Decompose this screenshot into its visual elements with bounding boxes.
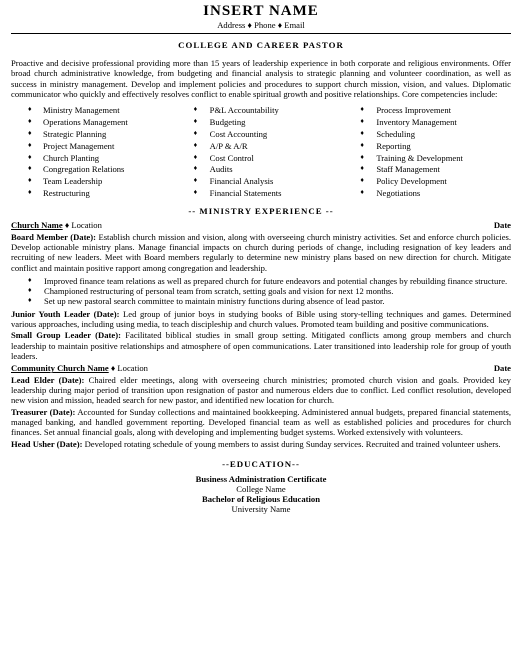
- employer-header: [11, 220, 511, 230]
- employer-date: Date: [493, 220, 511, 231]
- competency-item: ♦ Team Leadership: [11, 176, 178, 188]
- competency-item: ♦ Budgeting: [178, 117, 345, 129]
- education-list: [11, 475, 511, 515]
- role-title: Treasurer (Date):: [11, 406, 76, 417]
- competency-item: ♦ Reporting: [344, 141, 511, 153]
- competency-item: ♦ Congregation Relations: [11, 164, 178, 176]
- competency-column: [344, 105, 511, 199]
- job-title: COLLEGE AND CAREER PASTOR: [178, 39, 344, 50]
- school-name: University Name: [231, 504, 291, 515]
- competency-item: ♦ Training & Development: [344, 153, 511, 165]
- role-entry: [11, 330, 511, 361]
- role-title: Junior Youth Leader (Date):: [11, 308, 120, 319]
- role-title: Board Member (Date):: [11, 231, 96, 242]
- competency-item: ♦ Inventory Management: [344, 117, 511, 129]
- competency-item: ♦ Operations Management: [11, 117, 178, 129]
- achievement-item: ♦ Championed restructuring of personal team from scratch, setting goals and vision for next 12 months.: [28, 286, 511, 296]
- summary-paragraph: Proactive and decisive professional providing more than 15 years of leadership experience in both corporate and religious environments. Offer broad church administrative knowledge, from budgeting and financial analysis to strategic planning and volunteer coordination, as well as success in ministry management. Develop and implement policies and procedures to support church mission, vision, and values. Diplomatic communicator who quickly and effectively resolves conflict to enable spiritual growth and positive relationships. Core competencies include:: [11, 58, 511, 100]
- competency-column: [178, 105, 345, 199]
- education-heading: --EDUCATION--: [222, 458, 300, 469]
- role-description: Facilitated biblical studies in small group setting. Mitigated conflicts among group members and church leadership to maintain positive relationships and atmosphere of open communications. Later transitioned into leadership role for group of youth leaders.: [11, 330, 511, 362]
- role-entry: [11, 375, 511, 406]
- role-description: Accounted for Sunday collections and maintained bookkeeping. Administered annual budgets, prepared financial statements, managed banking, and handled government reporting. Developed financial team as well as established policies and procedures for church finances. Set annual financial goals, along with developing and implementing budget systems. Worked extensively with volunteers.: [11, 406, 511, 438]
- role-entry: [11, 407, 511, 438]
- contact-line: Address ♦ Phone ♦ Email: [217, 20, 305, 31]
- competency-item: ♦ P&L Accountability: [178, 105, 345, 117]
- employer-name: Church Name: [11, 220, 63, 231]
- role-title: Small Group Leader (Date):: [11, 330, 121, 341]
- experience-heading: -- MINISTRY EXPERIENCE --: [188, 205, 334, 216]
- role-title: Head Usher (Date):: [11, 438, 83, 449]
- competency-item: ♦ Negotiations: [344, 188, 511, 200]
- competencies-list: [11, 105, 511, 199]
- competency-item: ♦ Ministry Management: [11, 105, 178, 117]
- competency-item: ♦ Financial Statements: [178, 188, 345, 200]
- competency-item: ♦ Financial Analysis: [178, 176, 345, 188]
- competency-item: ♦ Restructuring: [11, 188, 178, 200]
- role-description: Led group of junior boys in studying books of Bible using story-telling techniques and games. Determined various approaches, including using media, to teach discipleship and church values. Promoted team building and positive communications.: [11, 308, 511, 330]
- competency-item: ♦ Strategic Planning: [11, 129, 178, 141]
- employer-location: ♦ Location: [110, 363, 148, 374]
- candidate-name: INSERT NAME: [203, 3, 319, 19]
- competency-item: ♦ Policy Development: [344, 176, 511, 188]
- role-description: Developed rotating schedule of young members to assist during Sunday services. Recruited and trained volunteer ushers.: [82, 438, 501, 449]
- competency-item: ♦ Church Planting: [11, 153, 178, 165]
- competency-item: ♦ Project Management: [11, 141, 178, 153]
- role-description: Chaired elder meetings, along with overseeing church ministries; promoted church vision and goals. Provided key leadership during major period of transition upon resignation of pastor and numerous elders due to conflict. Led conflict resolution, developed new vision and mission, headed search for new pastor, and identified new location for church.: [11, 374, 511, 406]
- competency-item: ♦ Staff Management: [344, 164, 511, 176]
- achievement-item: ♦ Improved finance team relations as well as prepared church for future endeavors and potential changes by rebuilding finance structure.: [28, 276, 511, 286]
- competency-item: ♦ Scheduling: [344, 129, 511, 141]
- competency-item: ♦ Cost Control: [178, 153, 345, 165]
- header-divider: [11, 33, 511, 34]
- employer-location: ♦ Location: [64, 220, 102, 231]
- employer-date: Date: [493, 363, 511, 374]
- role-description: Establish church mission and vision, along with overseeing church ministry activities. Set and enforce church policies. Develop actionable ministry plans. Manage financial impacts on church during periods of change, including resignation of key leaders and recruiting of new leaders. Meet with Board members regularly to determine new ministry plans based on new direction for church. Mitigate conflict and maintain positive rapport among congregation and leadership.: [11, 231, 511, 273]
- competency-item: ♦ Process Improvement: [344, 105, 511, 117]
- employer-header: [11, 363, 511, 373]
- employer-name: Community Church Name: [11, 363, 109, 374]
- competency-column: [11, 105, 178, 199]
- achievement-item: ♦ Set up new pastoral search committee to maintain ministry functions during absence of lead pastor.: [28, 296, 511, 306]
- degree-name: Business Administration Certificate: [195, 474, 327, 485]
- competency-item: ♦ Audits: [178, 164, 345, 176]
- role-entry: [11, 232, 511, 273]
- role-title: Lead Elder (Date):: [11, 374, 85, 385]
- role-entry: [11, 439, 511, 449]
- competency-item: ♦ Cost Accounting: [178, 129, 345, 141]
- degree-name: Bachelor of Religious Education: [201, 494, 320, 505]
- school-name: College Name: [236, 484, 286, 495]
- achievement-list: [11, 276, 511, 307]
- role-entry: [11, 309, 511, 330]
- competency-item: ♦ A/P & A/R: [178, 141, 345, 153]
